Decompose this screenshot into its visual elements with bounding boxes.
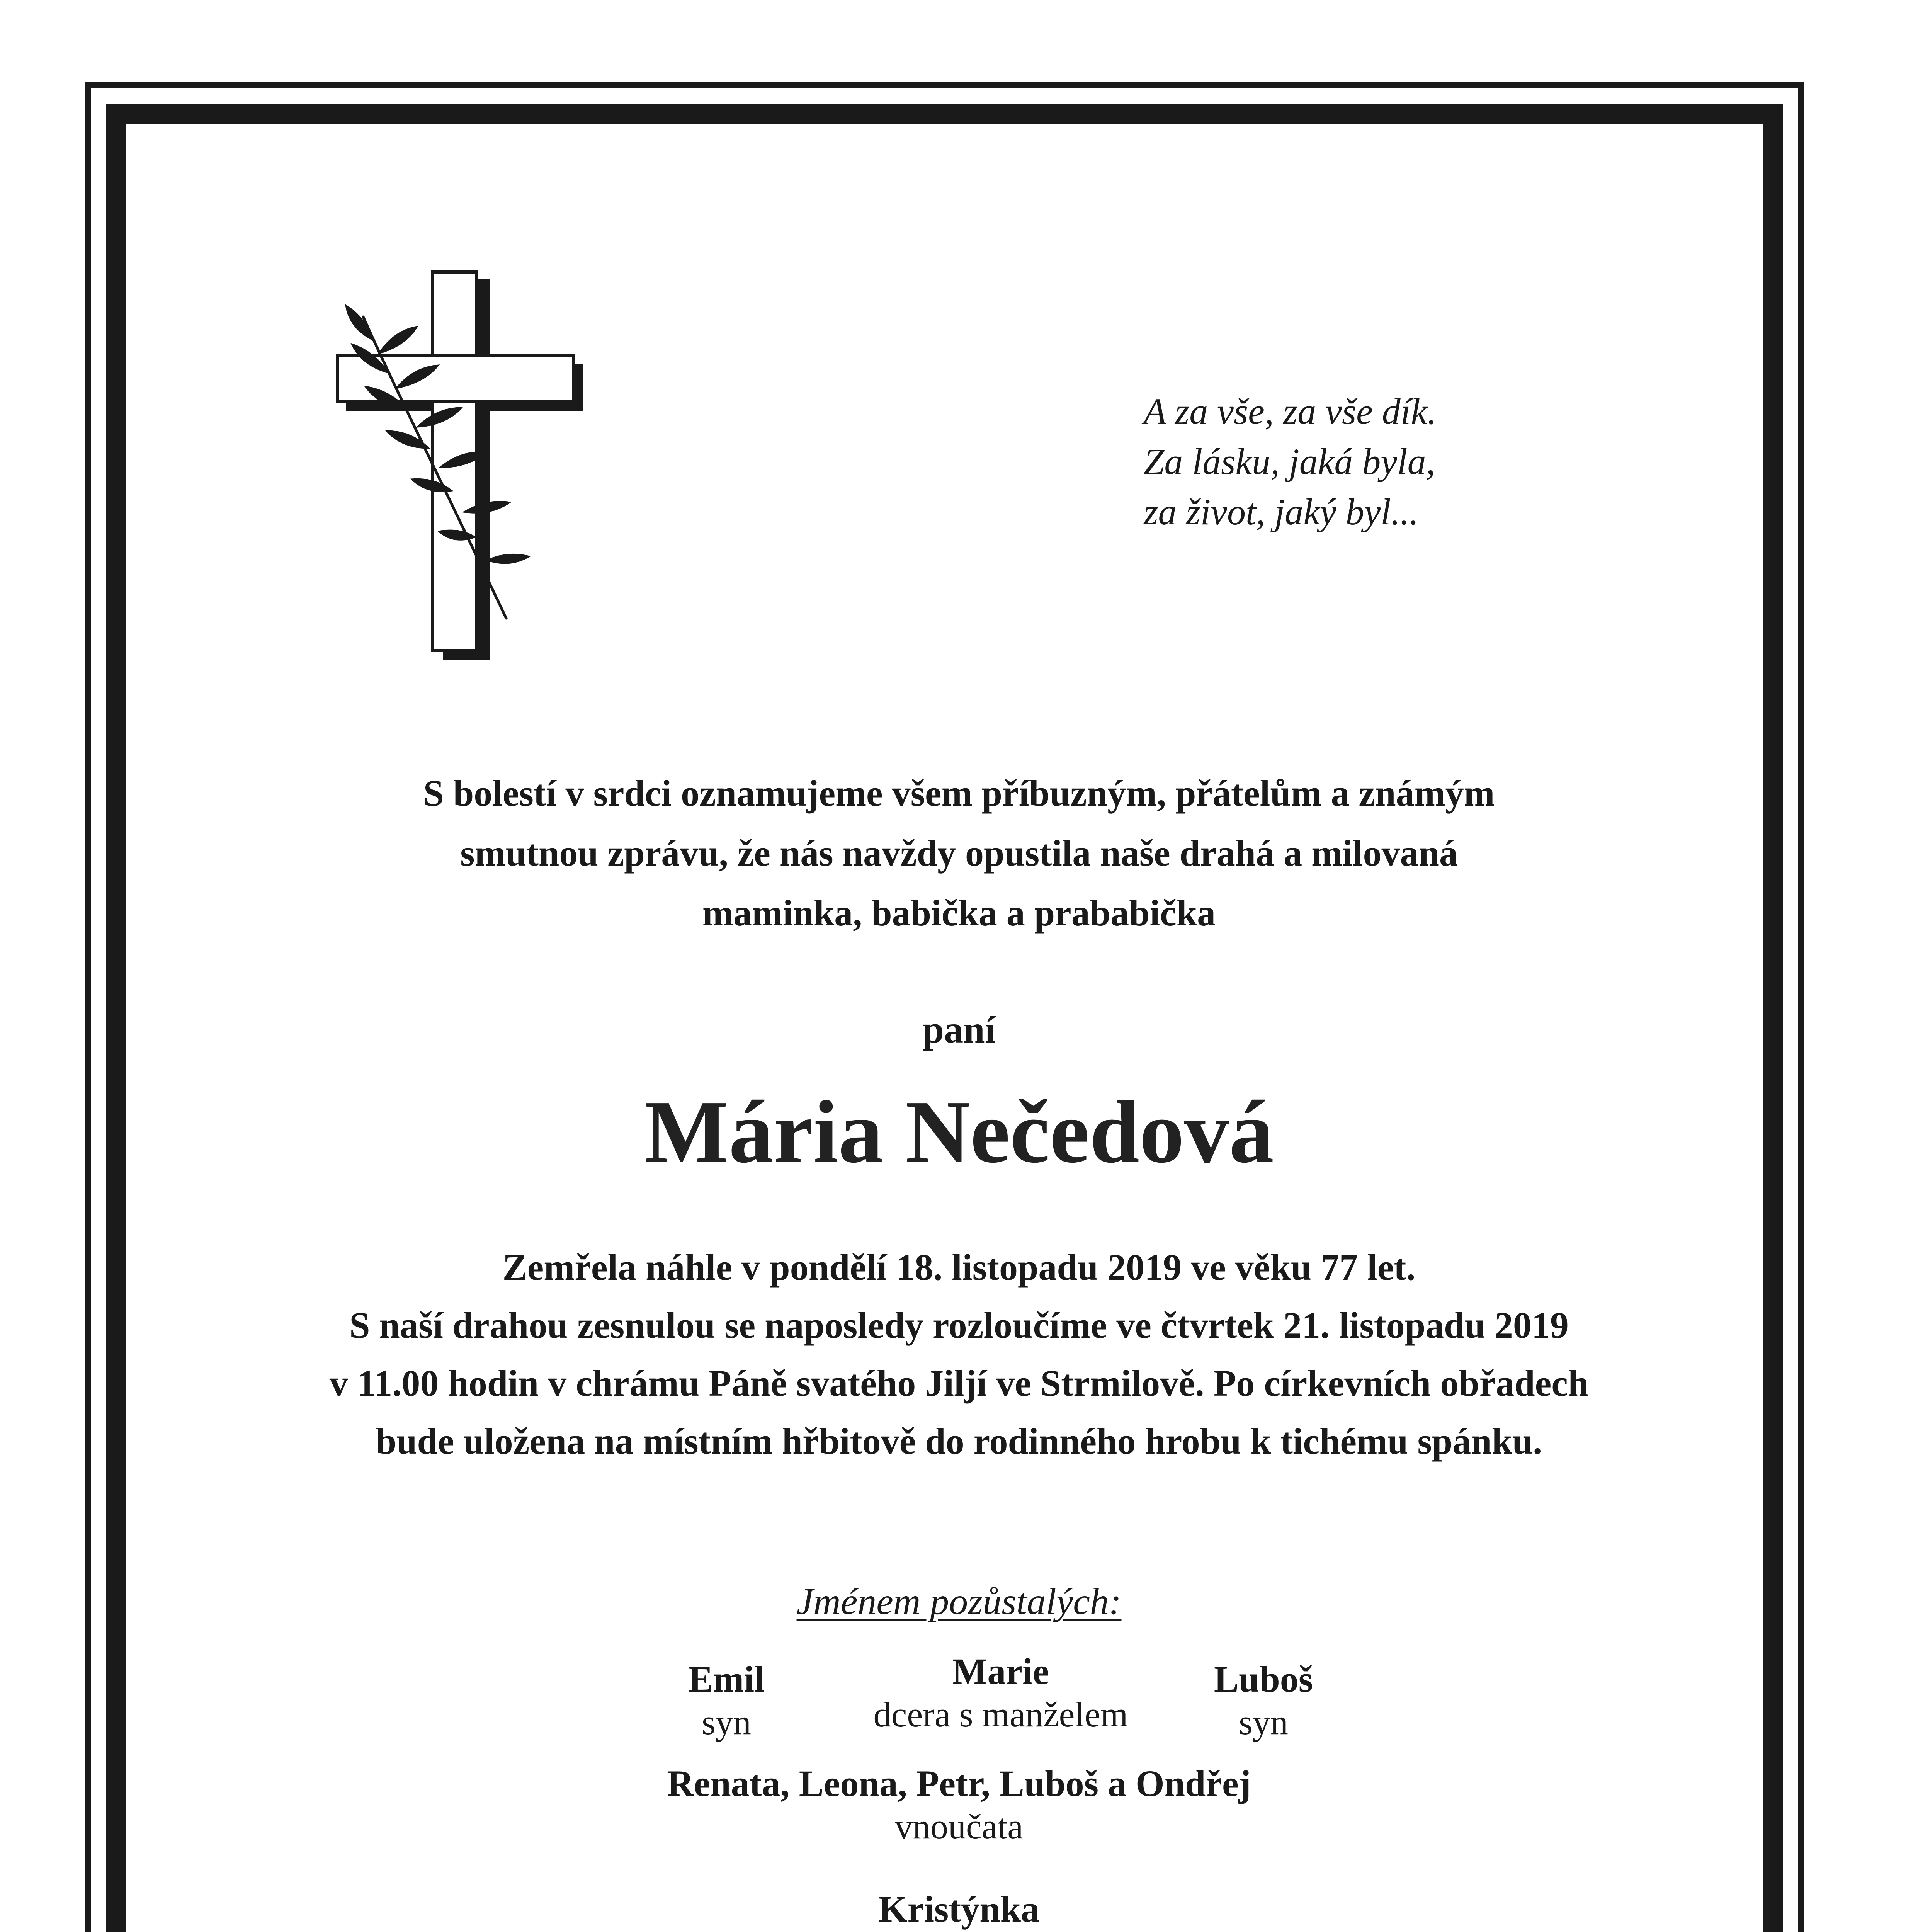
announcement-line: S bolestí v srdci oznamujeme všem příbuzným, přátelům a známým xyxy=(423,772,1495,814)
death-notice-line: bude uložena na místním hřbitově do rodinného hrobu k tichému spánku. xyxy=(376,1420,1542,1462)
relative-role: syn xyxy=(702,1702,751,1742)
announcement-line: maminka, babička a prababička xyxy=(702,892,1216,934)
death-notice-line: S naší drahou zesnulou se naposledy rozloučíme ve čtvrtek 21. listopadu 2019 xyxy=(349,1304,1569,1346)
great-grandchild xyxy=(0,1888,1918,1932)
motto-line: A za vše, za vše dík. xyxy=(1144,391,1437,432)
motto-line: Za lásku, jaká byla, xyxy=(1144,441,1435,482)
motto-line: za život, jaký byl... xyxy=(1144,491,1419,532)
relative-lubos xyxy=(1155,1658,1372,1743)
grandchildren xyxy=(0,1762,1918,1848)
relative-marie xyxy=(823,1650,1178,1736)
death-notice xyxy=(0,1238,1918,1470)
grandchildren-role: vnoučata xyxy=(894,1807,1024,1846)
death-notice-line: v 11.00 hodin v chrámu Páně svatého Jiljí ve Strmilově. Po církevních obřadech xyxy=(329,1362,1589,1404)
mourners-heading xyxy=(0,1577,1918,1627)
relative-role: dcera s manželem xyxy=(873,1695,1128,1734)
grandchildren-names: Renata, Leona, Petr, Luboš a Ondřej xyxy=(667,1763,1251,1804)
announcement xyxy=(0,763,1918,943)
mourners-heading-text: Jménem pozůstalých: xyxy=(796,1581,1122,1622)
relative-emil xyxy=(618,1658,835,1743)
deceased-name: Mária Nečedová xyxy=(644,1082,1274,1182)
salutation: paní xyxy=(922,1008,996,1051)
cross-with-palm-icon xyxy=(336,270,583,661)
announcement-line: smutnou zprávu, že nás navždy opustila naše drahá a milovaná xyxy=(460,832,1458,874)
relative-name: Emil xyxy=(688,1658,765,1700)
relative-name: Marie xyxy=(952,1651,1049,1692)
motto-verse xyxy=(1144,386,1491,537)
relative-name: Luboš xyxy=(1214,1658,1313,1700)
relative-role: syn xyxy=(1239,1702,1288,1742)
great-grandchild-name: Kristýnka xyxy=(878,1888,1040,1930)
death-notice-line: Zemřela náhle v pondělí 18. listopadu 2019 ve věku 77 let. xyxy=(502,1247,1416,1288)
